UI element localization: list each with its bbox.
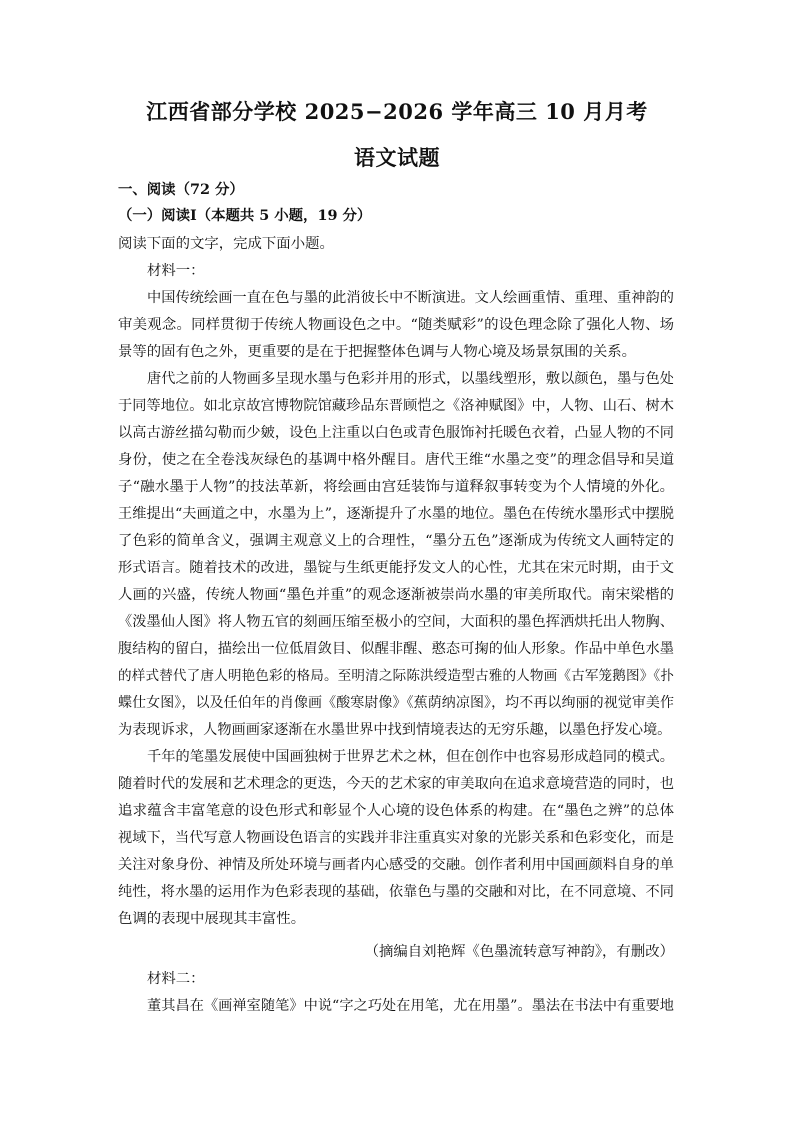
material1-label: 材料一：	[147, 263, 205, 279]
paragraph-line: 千年的笔墨发展使中国画独树于世界艺术之林，但在创作中也容易形成趋同的模式。	[147, 749, 674, 765]
paragraph-line: 关注对象身份、神情及所处环境与画者内心感受的交融。创作者利用中国画颜料自身的单	[118, 857, 674, 873]
paragraph-line: 了色彩的简单含义，强调主观意义上的合理性，“墨分五色”逐渐成为传统文人画特定的	[118, 533, 674, 549]
paragraph-line: 王维提出“夫画道之中，水墨为上”，逐渐提升了水墨的地位。墨色在传统水墨形式中摆脱	[118, 506, 674, 522]
subsection-heading: （一）阅读Ⅰ（本题共 5 小题，19 分）	[118, 207, 372, 224]
paragraph-line: 身份，使之在全卷浅灰绿色的基调中格外醒目。唐代王维“水墨之变”的理念倡导和吴道	[118, 452, 674, 468]
source-citation: （摘编自刘艳辉《色墨流转意写神韵》，有删改）	[364, 944, 674, 960]
paragraph-line: 纯性，将水墨的运用作为色彩表现的基础，依靠色与墨的交融和对比，在不同意境、不同	[118, 884, 674, 900]
paragraph-line: 于同等地位。如北京故宫博物院馆藏珍品东晋顾恺之《洛神赋图》中，人物、山石、树木	[118, 398, 674, 414]
paragraph-line: 随着时代的发展和艺术理念的更迭，今天的艺术家的审美取向在追求意境营造的同时，也	[118, 776, 674, 792]
paragraph-line: 唐代之前的人物画多呈现水墨与色彩并用的形式，以墨线塑形，敷以颜色，墨与色处	[147, 371, 674, 387]
page-subtitle: 语文试题	[354, 145, 440, 170]
paragraph-line: 董其昌在《画禅室随笔》中说“字之巧处在用笔，尤在用墨”。墨法在书法中有重要地	[147, 998, 674, 1014]
page-title: 江西省部分学校 2025−2026 学年高三 10 月月考	[146, 99, 648, 124]
paragraph-line: 景等的固有色之外，更重要的是在于把握整体色调与人物心境及场景氛围的关系。	[118, 344, 637, 360]
paragraph-line: 蝶仕女图》，以及任伯年的肖像画《酸寒尉像》《蕉荫纳凉图》，均不再以绚丽的视觉审美作	[118, 695, 674, 711]
paragraph-line: 视域下，当代写意人物画设色语言的实践并非注重真实对象的光影关系和色彩变化，而是	[118, 830, 674, 846]
paragraph-line: 形式语言。随着技术的改进，墨锭与生纸更能抒发文人的心性，尤其在宋元时期，由于文	[118, 560, 674, 576]
section-heading: 一、阅读（72 分）	[118, 181, 244, 198]
paragraph-line: 追求蕴含丰富笔意的设色形式和彰显个人心境的设色体系的构建。在“墨色之辨”的总体	[118, 803, 674, 819]
instruction-text: 阅读下面的文字，完成下面小题。	[118, 236, 334, 252]
paragraph-line: 《泼墨仙人图》将人物五官的刻画压缩至极小的空间，大面积的墨色挥洒烘托出人物胸、	[118, 614, 674, 630]
paragraph-line: 以高古游丝描勾勒而少皴，设色上注重以白色或青色服饰衬托暖色衣着，凸显人物的不同	[118, 425, 674, 441]
paragraph-line: 人画的兴盛，传统人物画“墨色并重”的观念逐渐被崇尚水墨的审美所取代。南宋梁楷的	[118, 587, 674, 603]
paragraph-line: 子“融水墨于人物”的技法革新，将绘画由宫廷装饰与道释叙事转变为个人情境的外化。	[118, 479, 674, 495]
paragraph-line: 审美观念。同样贯彻于传统人物画设色之中。“随类赋彩”的设色理念除了强化人物、场	[118, 317, 674, 333]
paragraph-line: 的样式替代了唐人明艳色彩的格局。至明清之际陈洪绶造型古雅的人物画《古军笼鹅图》《扑	[118, 668, 674, 684]
material2-label: 材料二：	[147, 971, 205, 987]
paragraph-line: 为表现诉求，人物画画家逐渐在水墨世界中找到情境表达的无穷乐趣，以墨色抒发心境。	[118, 722, 672, 738]
paragraph-line: 色调的表现中展现其丰富性。	[118, 911, 306, 927]
paragraph-line: 腹结构的留白，描绘出一位低眉敛目、似醒非醒、憨态可掬的仙人形象。作品中单色水墨	[118, 641, 674, 657]
paragraph-line: 中国传统绘画一直在色与墨的此消彼长中不断演进。文人绘画重情、重理、重神韵的	[147, 290, 674, 306]
